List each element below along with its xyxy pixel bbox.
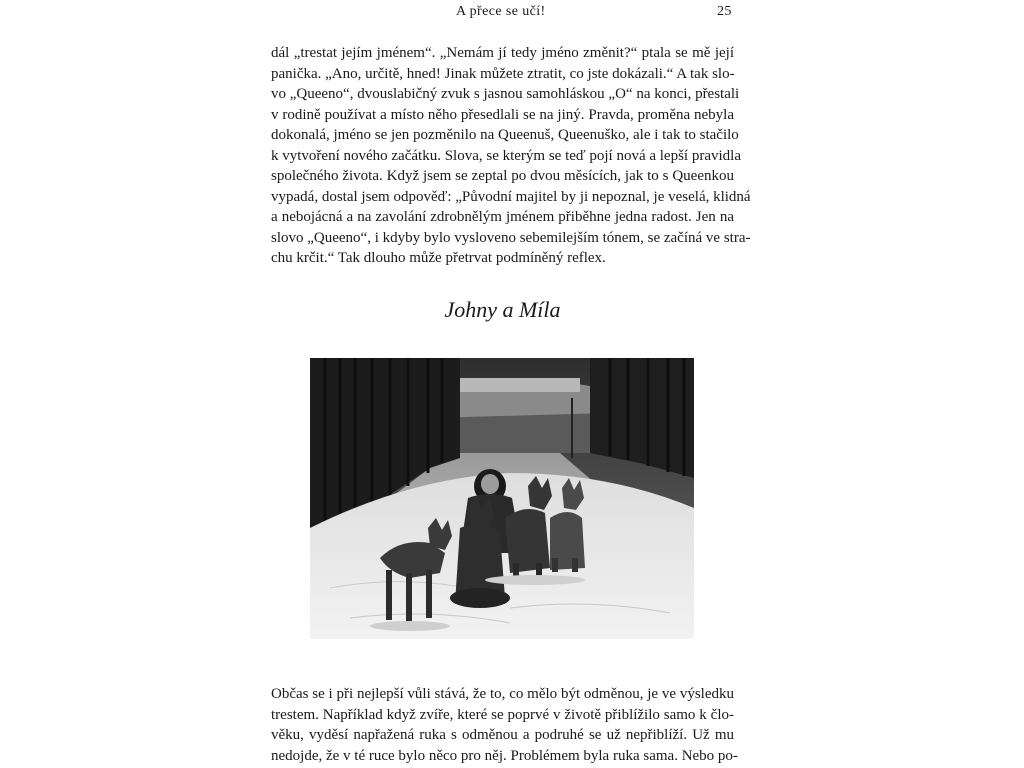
paragraph-queeno — [271, 43, 751, 269]
text-line: vo „Queeno“, dvouslabičný zvuk s jasnou samohláskou „O“ na konci, přestali — [271, 86, 740, 102]
page-number: 25 — [717, 4, 732, 19]
running-head — [0, 4, 1024, 24]
text-line: trestem. Například když zvíře, které se poprvé v životě přiblížilo samo k člo- — [271, 706, 734, 723]
section-heading: Johny a Míla — [444, 297, 561, 322]
paragraph-reward-punishment — [271, 684, 738, 766]
text-line: dokonalá, jméno se jen pozměnilo na Queenuš, Queenuško, ale i tak to stačilo — [271, 127, 739, 143]
photo-dogs-in-snow — [310, 358, 694, 639]
text-line: dál „trestat jejím jménem“. „Nemám jí tedy jméno změnit?“ ptala se mě její — [271, 45, 734, 61]
text-line: slovo „Queeno“, i kdyby bylo vysloveno sebemilejším tónem, se začíná ve stra- — [271, 229, 751, 246]
text-line: a nebojácná a na zavolání zdrobnělým jménem přiběhne jedna radost. Jen na — [271, 209, 734, 225]
text-line: k vytvoření nového začátku. Slova, se kterým se teď pojí nová a lepší pravidla — [271, 147, 741, 164]
text-line: nedojde, že v té ruce bylo něco pro něj. Problémem byla ruka sama. Nebo po- — [271, 747, 738, 764]
text-line: panička. „Ano, určitě, hned! Jinak můžete ztratit, co jste dokázali.“ A tak slo- — [271, 65, 735, 82]
text-line: společného života. Když jsem se zeptal po dvou měsících, jak to s Queenkou — [271, 168, 734, 184]
text-line: chu krčit.“ Tak dlouho může přetrvat podmíněný reflex. — [271, 250, 606, 266]
text-line: věku, vyděsí napřažená ruka s odměnou a podruhé se už nepřiblíží. Už mu — [271, 727, 734, 743]
text-line: vypadá, dostal jsem odpověď: „Původní majitel by ji nepoznal, je veselá, klidná — [271, 188, 751, 205]
text-line: v rodině používat a místo něho přesedlali se na jiný. Pravda, proměna nebyla — [271, 106, 734, 123]
running-title: A přece se učí! — [456, 4, 546, 19]
text-line: Občas se i při nejlepší vůli stává, že to, co mělo být odměnou, je ve výsledku — [271, 686, 734, 702]
